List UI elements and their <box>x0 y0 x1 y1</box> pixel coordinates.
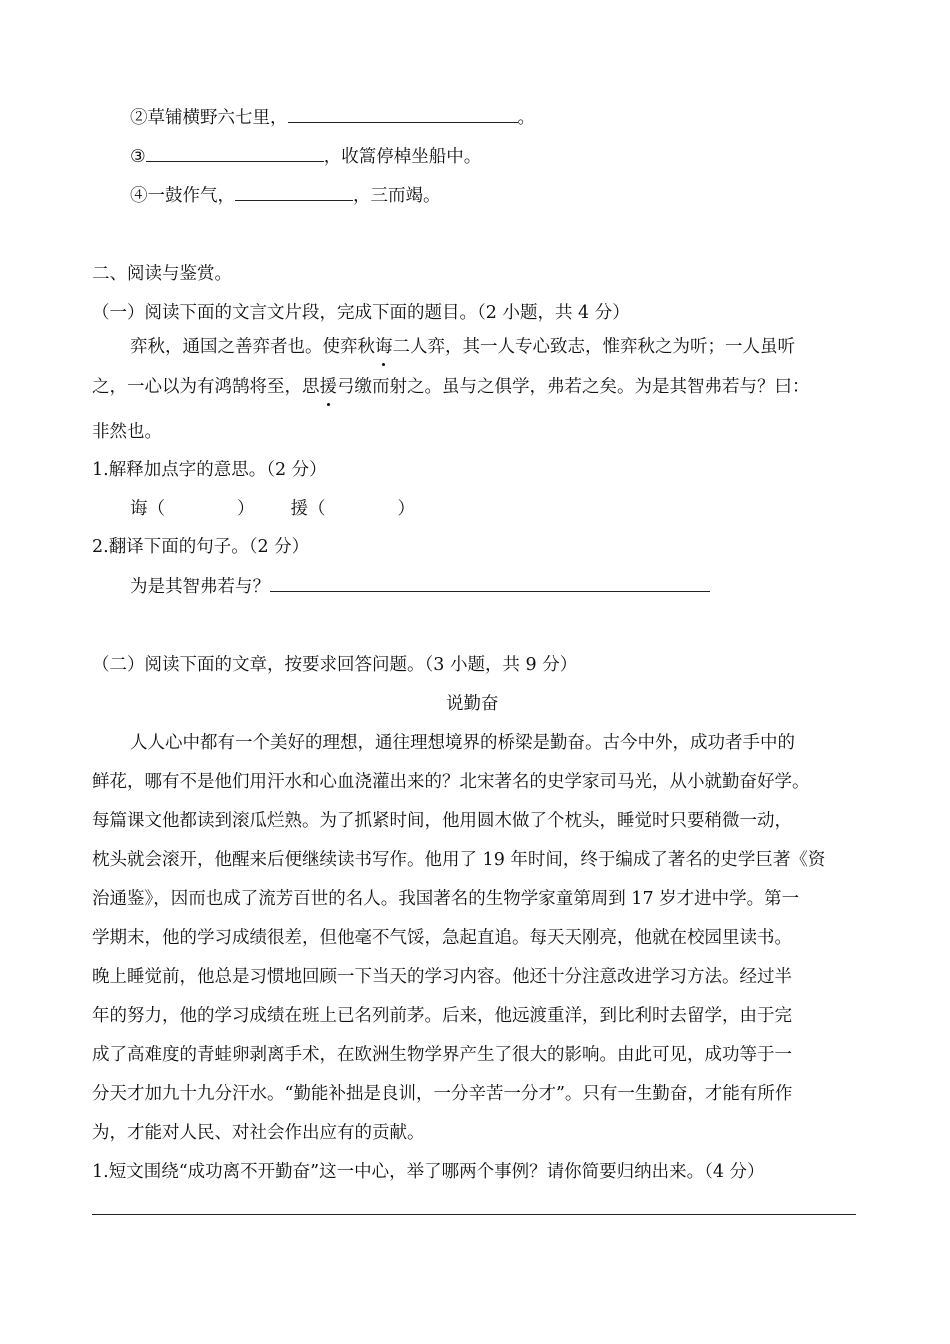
text-segment: 之，一心以为有鸿鹄将至，思 <box>92 377 320 397</box>
fill-blank-item-2 <box>130 104 535 129</box>
dotted-char-hui: 诲 <box>375 333 393 358</box>
article-line: 成了高难度的青蛙卵剥离手术，在欧洲生物学界产生了很大的影响。由此可见，成功等于一 <box>92 1045 792 1065</box>
dotted-char-yuan: 援 <box>320 373 338 398</box>
text-segment: 弈秋，通国之善弈者也。使弈秋 <box>130 337 375 357</box>
article-title: 说勤奋 <box>446 694 499 714</box>
word1-label: 诲（ <box>130 499 165 519</box>
item4-suffix: ，三而竭。 <box>353 186 441 206</box>
answer-line[interactable] <box>92 1200 856 1215</box>
part2-question-1: 1.短文围绕“成功离不开勤奋”这一中心，举了哪两个事例？请你简要归纳出来。（4 分） <box>92 1162 765 1182</box>
part1-intro: （一）阅读下面的文言文片段，完成下面的题目。（2 小题，共 4 分） <box>92 303 630 323</box>
classical-text-line-1 <box>130 333 795 358</box>
answer-blank[interactable] <box>288 104 518 123</box>
fill-blank-item-3 <box>130 143 481 168</box>
text-segment: 二人弈，其一人专心致志，惟弈秋之为听；一人虽听 <box>392 337 795 357</box>
part2-intro: （二）阅读下面的文章，按要求回答问题。（3 小题，共 9 分） <box>92 655 578 675</box>
article-line: 枕头就会滚开，他醒来后便继续读书写作。他用了 19 年时间，终于编成了著名的史学巨著《资 <box>92 850 826 870</box>
article-line: 分天才加九十九分汗水。“勤能补拙是良训，一分辛苦一分才”。只有一生勤奋，才能有所作 <box>92 1084 793 1104</box>
article-line: 人人心中都有一个美好的理想，通往理想境界的桥梁是勤奋。古今中外，成功者手中的 <box>130 733 795 753</box>
article-line: 每篇课文他都读到滚瓜烂熟。为了抓紧时间，他用圆木做了个枕头，睡觉时只要稍微一动， <box>92 811 792 831</box>
article-line: 晚上睡觉前，他总是习惯地回顾一下当天的学习内容。他还十分注意改进学习方法。经过半 <box>92 967 792 987</box>
article-line: 鲜花，哪有不是他们用汗水和心血浇灌出来的？北宋著名的史学家司马光，从小就勤奋好学。 <box>92 772 810 792</box>
article-line: 年的努力，他的学习成绩在班上已名列前茅。后来，他远渡重洋，到比利时去留学，由于完 <box>92 1006 792 1026</box>
answer-blank[interactable] <box>235 182 353 201</box>
translation-blank[interactable] <box>270 573 710 592</box>
word1-close: ） <box>237 499 255 519</box>
fill-blank-item-4 <box>130 182 441 207</box>
article-line: 为，才能对人民、对社会作出应有的贡献。 <box>92 1123 425 1143</box>
item3-prefix: ③ <box>130 147 146 167</box>
article-line: 学期末，他的学习成绩很差，但他毫不气馁，急起直追。每天天刚亮，他就在校园里读书。 <box>92 928 792 948</box>
sentence-to-translate: 为是其智弗若与？ <box>130 577 270 597</box>
item3-suffix: ，收篙停棹坐船中。 <box>323 147 482 167</box>
classical-text-line-2 <box>92 373 810 398</box>
classical-text-line-3: 非然也。 <box>92 422 162 442</box>
item2-prefix: ②草铺横野六七里， <box>130 108 288 128</box>
item2-suffix: 。 <box>517 108 535 128</box>
word2-close: ） <box>397 499 415 519</box>
text-segment: 弓缴而射之。虽与之俱学，弗若之矣。为是其智弗若与？曰： <box>337 377 810 397</box>
question-2-answer <box>130 573 710 598</box>
section-heading: 二、阅读与鉴赏。 <box>92 264 232 284</box>
word2-label: 援（ <box>290 499 326 519</box>
answer-blank[interactable] <box>146 143 324 162</box>
question-2: 2.翻译下面的句子。（2 分） <box>92 537 310 557</box>
question-1-answers <box>130 495 415 520</box>
item4-prefix: ④一鼓作气， <box>130 186 235 206</box>
question-1: 1.解释加点字的意思。（2 分） <box>92 460 327 480</box>
article-line: 治通鉴》，因而也成了流芳百世的名人。我国著名的生物学家童第周到 17 岁才进中学。第一 <box>92 889 800 909</box>
